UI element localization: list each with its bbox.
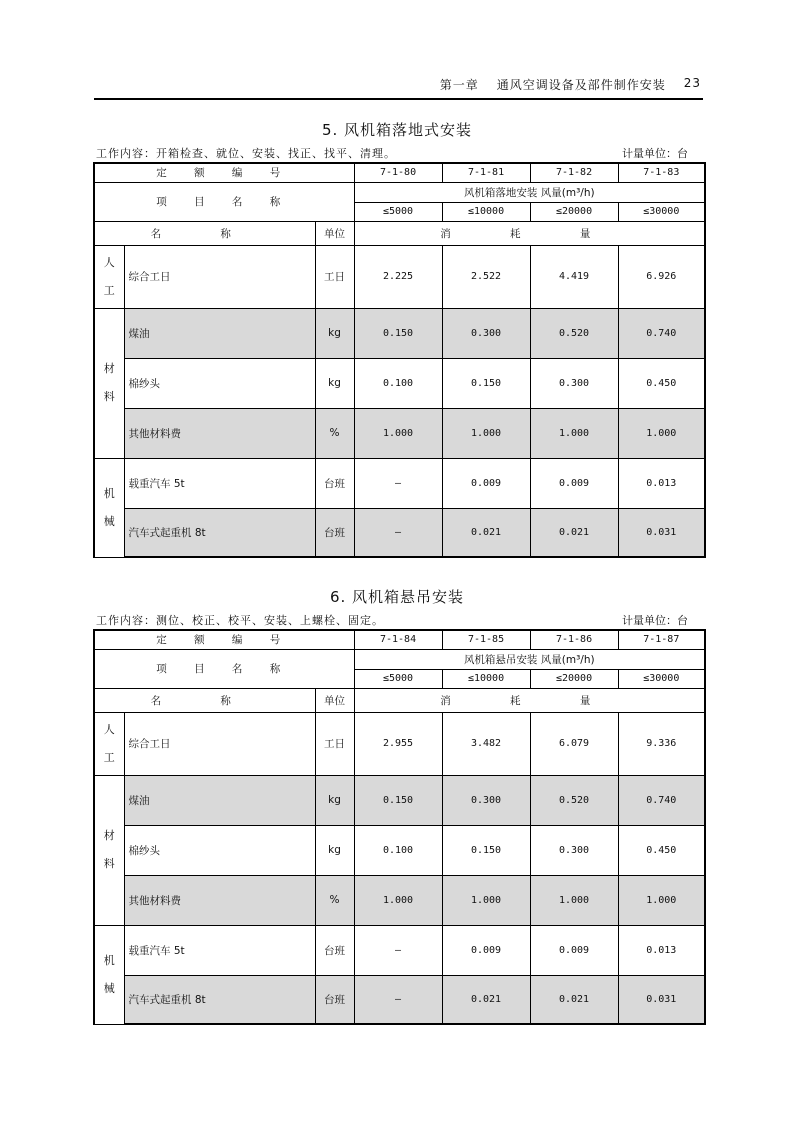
value-cell: 0.300 — [530, 825, 618, 875]
value-cell: — — [354, 925, 442, 975]
quota-code: 7-1-82 — [530, 163, 618, 182]
value-cell: 0.009 — [530, 458, 618, 508]
value-cell: — — [354, 508, 442, 557]
value-cell: 1.000 — [442, 875, 530, 925]
consumption-header: 消 耗 量 — [354, 221, 705, 245]
value-cell: 0.021 — [530, 975, 618, 1024]
value-cell: 0.520 — [530, 308, 618, 358]
spec-cell: ≤30000 — [618, 669, 705, 688]
value-cell: 1.000 — [530, 408, 618, 458]
page-number: 23 — [683, 76, 701, 90]
quota-code: 7-1-84 — [354, 630, 442, 649]
value-cell: 0.021 — [442, 975, 530, 1024]
item-unit: 工日 — [315, 712, 354, 775]
item-label: 项 目 名 称 — [94, 182, 354, 221]
item-name: 载重汽车 5t — [124, 458, 315, 508]
value-cell: 1.000 — [354, 875, 442, 925]
value-cell: 0.013 — [618, 925, 705, 975]
value-cell: 2.225 — [354, 245, 442, 308]
code-label: 定 额 编 号 — [94, 630, 354, 649]
value-cell: 0.520 — [530, 775, 618, 825]
value-cell: 0.450 — [618, 825, 705, 875]
value-cell: 0.300 — [530, 358, 618, 408]
item-unit: kg — [315, 825, 354, 875]
value-cell: 0.100 — [354, 358, 442, 408]
item-unit: 台班 — [315, 458, 354, 508]
value-cell: 0.300 — [442, 775, 530, 825]
value-cell: 0.150 — [354, 775, 442, 825]
quota-code: 7-1-87 — [618, 630, 705, 649]
item-name: 汽车式起重机 8t — [124, 975, 315, 1024]
name-header: 名 称 — [94, 221, 315, 245]
value-cell: 0.740 — [618, 775, 705, 825]
item-name: 综合工日 — [124, 712, 315, 775]
item-name: 棉纱头 — [124, 825, 315, 875]
spec-cell: ≤5000 — [354, 669, 442, 688]
section-title: 5. 风机箱落地式安装 — [321, 121, 473, 139]
unit-label: 计量单位：台 — [622, 147, 688, 160]
quota-table — [93, 162, 706, 558]
value-cell: 0.150 — [442, 358, 530, 408]
quota-table — [93, 629, 706, 1025]
name-header: 名 称 — [94, 688, 315, 712]
work-content-row — [96, 145, 688, 161]
value-cell: 1.000 — [442, 408, 530, 458]
value-cell: 0.031 — [618, 975, 705, 1024]
value-cell: 0.150 — [442, 825, 530, 875]
work-content: 工作内容：测位、校正、校平、安装、上螺栓、固定。 — [96, 614, 384, 627]
item-name: 综合工日 — [124, 245, 315, 308]
category-machinery: 机 械 — [94, 458, 124, 557]
item-name: 其他材料费 — [124, 408, 315, 458]
item-unit: 台班 — [315, 508, 354, 557]
value-cell: 0.009 — [530, 925, 618, 975]
spec-cell: ≤20000 — [530, 669, 618, 688]
quota-code: 7-1-81 — [442, 163, 530, 182]
value-cell: — — [354, 458, 442, 508]
spec-cell: ≤20000 — [530, 202, 618, 221]
value-cell: 0.150 — [354, 308, 442, 358]
item-unit: kg — [315, 775, 354, 825]
value-cell: 0.021 — [442, 508, 530, 557]
group-header: 风机箱落地安装 风量(m³/h) — [354, 182, 705, 202]
value-cell: 0.450 — [618, 358, 705, 408]
item-name: 汽车式起重机 8t — [124, 508, 315, 557]
value-cell: 0.031 — [618, 508, 705, 557]
work-content-row — [96, 612, 688, 628]
quota-code: 7-1-86 — [530, 630, 618, 649]
spec-cell: ≤5000 — [354, 202, 442, 221]
value-cell: 0.021 — [530, 508, 618, 557]
value-cell: 6.926 — [618, 245, 705, 308]
value-cell: — — [354, 975, 442, 1024]
category-material: 材 料 — [94, 775, 124, 925]
value-cell: 0.009 — [442, 925, 530, 975]
item-unit: 台班 — [315, 925, 354, 975]
value-cell: 4.419 — [530, 245, 618, 308]
unit-header: 单位 — [315, 688, 354, 712]
category-machinery: 机 械 — [94, 925, 124, 1024]
consumption-header: 消 耗 量 — [354, 688, 705, 712]
value-cell: 1.000 — [618, 408, 705, 458]
item-unit: 台班 — [315, 975, 354, 1024]
spec-cell: ≤10000 — [442, 669, 530, 688]
item-name: 煤油 — [124, 775, 315, 825]
work-content: 工作内容：开箱检查、就位、安装、找正、找平、清理。 — [96, 147, 396, 160]
chapter-label: 第一章 — [439, 78, 479, 92]
spec-cell: ≤30000 — [618, 202, 705, 221]
item-unit: % — [315, 875, 354, 925]
item-name: 煤油 — [124, 308, 315, 358]
item-unit: 工日 — [315, 245, 354, 308]
value-cell: 1.000 — [618, 875, 705, 925]
item-name: 棉纱头 — [124, 358, 315, 408]
value-cell: 6.079 — [530, 712, 618, 775]
quota-code: 7-1-85 — [442, 630, 530, 649]
value-cell: 0.100 — [354, 825, 442, 875]
category-labor: 人 工 — [94, 712, 124, 775]
spec-cell: ≤10000 — [442, 202, 530, 221]
value-cell: 0.013 — [618, 458, 705, 508]
value-cell: 0.740 — [618, 308, 705, 358]
section-title: 6. 风机箱悬吊安装 — [329, 588, 465, 606]
quota-code: 7-1-83 — [618, 163, 705, 182]
quota-code: 7-1-80 — [354, 163, 442, 182]
item-unit: kg — [315, 358, 354, 408]
value-cell: 2.955 — [354, 712, 442, 775]
category-labor: 人 工 — [94, 245, 124, 308]
item-label: 项 目 名 称 — [94, 649, 354, 688]
value-cell: 1.000 — [354, 408, 442, 458]
value-cell: 1.000 — [530, 875, 618, 925]
unit-label: 计量单位：台 — [622, 614, 688, 627]
item-unit: kg — [315, 308, 354, 358]
chapter-title: 通风空调设备及部件制作安装 — [496, 78, 666, 92]
value-cell: 3.482 — [442, 712, 530, 775]
running-head — [440, 76, 701, 93]
value-cell: 9.336 — [618, 712, 705, 775]
item-name: 载重汽车 5t — [124, 925, 315, 975]
item-name: 其他材料费 — [124, 875, 315, 925]
group-header: 风机箱悬吊安装 风量(m³/h) — [354, 649, 705, 669]
item-unit: % — [315, 408, 354, 458]
unit-header: 单位 — [315, 221, 354, 245]
category-material: 材 料 — [94, 308, 124, 458]
page-header — [94, 66, 703, 100]
code-label: 定 额 编 号 — [94, 163, 354, 182]
value-cell: 2.522 — [442, 245, 530, 308]
value-cell: 0.009 — [442, 458, 530, 508]
value-cell: 0.300 — [442, 308, 530, 358]
